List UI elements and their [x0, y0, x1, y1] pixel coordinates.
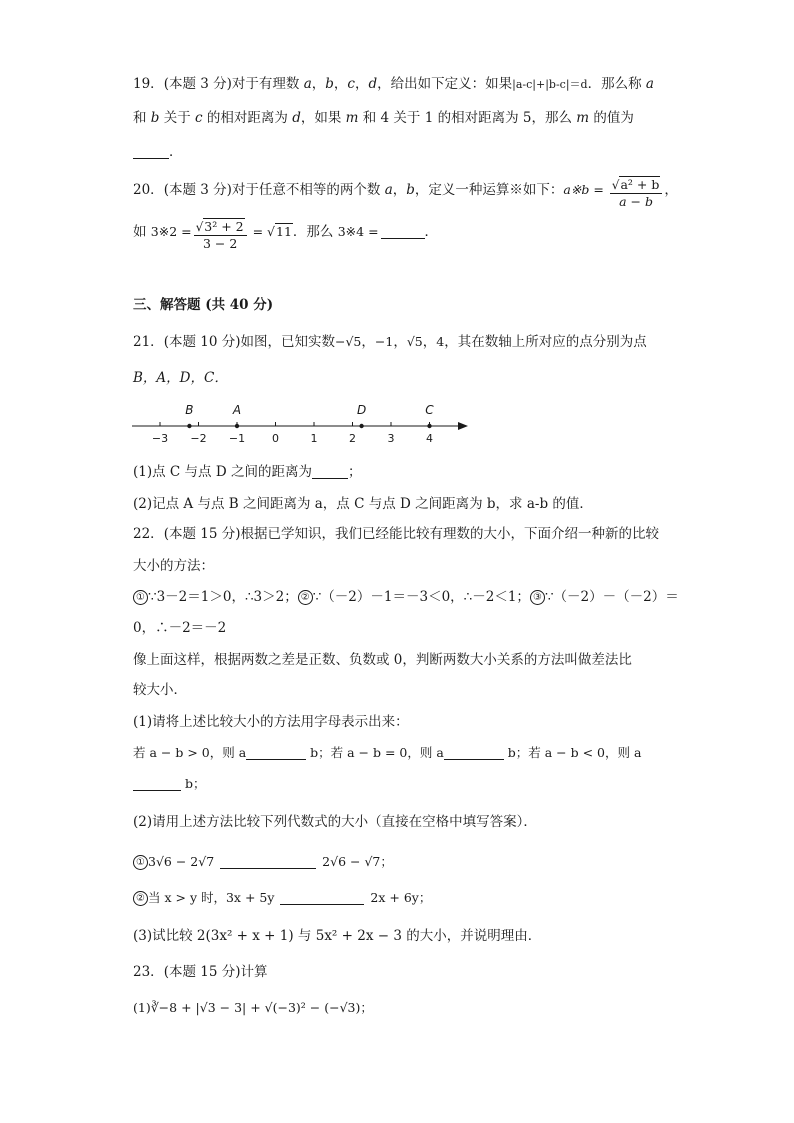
- number-line-point-label-B: B: [185, 403, 194, 417]
- q21-number: 21．: [133, 334, 164, 350]
- q22-blank-3[interactable]: [133, 776, 181, 791]
- number-line: [130, 398, 475, 448]
- q22-part2-1: ① 3√6 − 2√7 2√6 − √7；: [133, 852, 673, 872]
- number-line-tick-label: −2: [190, 432, 207, 445]
- q19-line3: ．: [133, 142, 673, 162]
- q22-examples-line2: 0，∴－2＝－2: [133, 620, 227, 636]
- q23-line1: 23．(本题 15 分)计算: [133, 964, 268, 980]
- q22-part1-line1: 若 a − b > 0，则 a b；若 a − b = 0，则 a b；若 a − b < 0，则 a: [133, 745, 642, 760]
- q20-line2: 如 3※2 = $\frac{\text{√3² + 2}}{3 - 2}$ = √11．那么 3※4 = ．: [133, 219, 439, 251]
- q22-part3: (3)试比较 2(3x² + x + 1) 与 5x² + 2x − 3 的大小，并说明理由．: [133, 928, 542, 944]
- q23-score: (本题 15 分): [163, 964, 241, 980]
- number-line-tick-label: 3: [387, 432, 395, 445]
- q22-part1: (1)请将上述比较大小的方法用字母表示出来：: [133, 714, 409, 730]
- q22-part2-2: ② 当 x > y 时，3x + 5y 2x + 6y；: [133, 888, 673, 908]
- q22-desc1: 像上面这样，根据两数之差是正数、负数或 0，判断两数大小关系的方法叫做差法比: [133, 652, 632, 668]
- number-line-tick-label: −3: [151, 432, 169, 445]
- q22-blank-2[interactable]: [444, 745, 504, 760]
- q22-blank-4[interactable]: [220, 854, 316, 869]
- q19-line2: 和 b 关于 c 的相对距离为 d，如果 m 和 4 关于 1 的相对距离为 5，那么 m 的值为: [133, 110, 634, 126]
- q21-part1-blank[interactable]: [312, 464, 348, 479]
- q22-part2: (2)请用上述方法比较下列代数式的大小（直接在空格中填写答案）．: [133, 814, 537, 830]
- q22-blank-5[interactable]: [280, 890, 364, 905]
- q21-line1: 21．(本题 10 分)如图，已知实数−√5，−1，√5，4，其在数轴上所对应的点分别为点: [133, 334, 647, 350]
- q19-answer-blank[interactable]: [133, 144, 169, 159]
- number-line-point-C: [427, 424, 431, 428]
- q22-part1-line2: b；: [133, 774, 673, 794]
- q20-fraction: $\frac{\text{√a² + b}}{a - b}$: [610, 176, 663, 210]
- q20-operation: a※b: [563, 182, 590, 197]
- number-line-tick-label: 1: [310, 432, 318, 445]
- q20-line1: 20．(本题 3 分)对于任意不相等的两个数 a，b，定义一种运算※如下：a※b = $\frac{\text{√a² + b}}{a - b}$ ，: [133, 177, 678, 209]
- circled-3: ③: [530, 590, 545, 605]
- number-line-tick-label: 4: [426, 432, 433, 445]
- q22-line2: 大小的方法：: [133, 558, 214, 574]
- q19-score: (本题 3 分): [163, 76, 232, 92]
- section-heading: 三、解答题 (共 40 分): [133, 297, 274, 313]
- q19-condition: |a-c|+|b-c|＝d: [512, 78, 588, 91]
- q22-desc2: 较大小．: [133, 682, 187, 698]
- q20-number: 20．: [133, 182, 164, 198]
- number-line-point-label-C: C: [425, 403, 434, 417]
- number-line-arrow: [458, 422, 468, 430]
- q21-line2: B，A，D，C．: [133, 370, 228, 386]
- q22-line1: 22．(本题 15 分)根据已学知识，我们已经能比较有理数的大小，下面介绍一种新的比较: [133, 526, 659, 542]
- number-line-tick-label: 2: [349, 432, 356, 445]
- number-line-point-label-D: D: [356, 403, 367, 417]
- number-line-tick-label: −1: [228, 432, 246, 445]
- q20-score: (本题 3 分): [163, 182, 232, 198]
- q22-number: 22．: [133, 526, 164, 542]
- q22-blank-1[interactable]: [246, 745, 306, 760]
- q22-score: (本题 15 分): [163, 526, 241, 542]
- number-line-point-label-A: A: [232, 403, 242, 417]
- circled-1: ①: [133, 590, 148, 605]
- circled-2: ②: [298, 590, 313, 605]
- q20-answer-blank[interactable]: [381, 224, 425, 239]
- number-line-point-B: [187, 424, 191, 428]
- q21-part1: (1)点 C 与点 D 之间的距离为 ；: [133, 464, 362, 480]
- q21-part2: (2)记点 A 与点 B 之间距离为 a，点 C 与点 D 之间距离为 b，求 a-b 的值．: [133, 496, 593, 512]
- number-line-tick-label: 0: [272, 432, 279, 445]
- q23-number: 23．: [133, 964, 164, 980]
- q21-score: (本题 10 分): [163, 334, 241, 350]
- q19-number: 19．: [133, 76, 164, 92]
- number-line-point-A: [235, 424, 239, 428]
- q22-examples-line1: ① ∵3－2＝1＞0，∴3＞2； ② ∵（－2）－1＝－3＜0，∴－2＜1； ③ ∵（－2）－（－2）＝: [133, 587, 673, 607]
- q20-example-fraction: $\frac{\text{√3² + 2}}{3 - 2}$: [194, 218, 247, 252]
- q23-part1: (1)∛−8 + |√3 − 3| + √(−3)² − (−√3)；: [133, 1000, 373, 1015]
- number-line-point-D: [359, 424, 363, 428]
- q19-line1: 19．(本题 3 分)对于有理数 a，b，c，d，给出如下定义：如果|a-c|+|b-c|＝d．那么称 a: [133, 76, 654, 92]
